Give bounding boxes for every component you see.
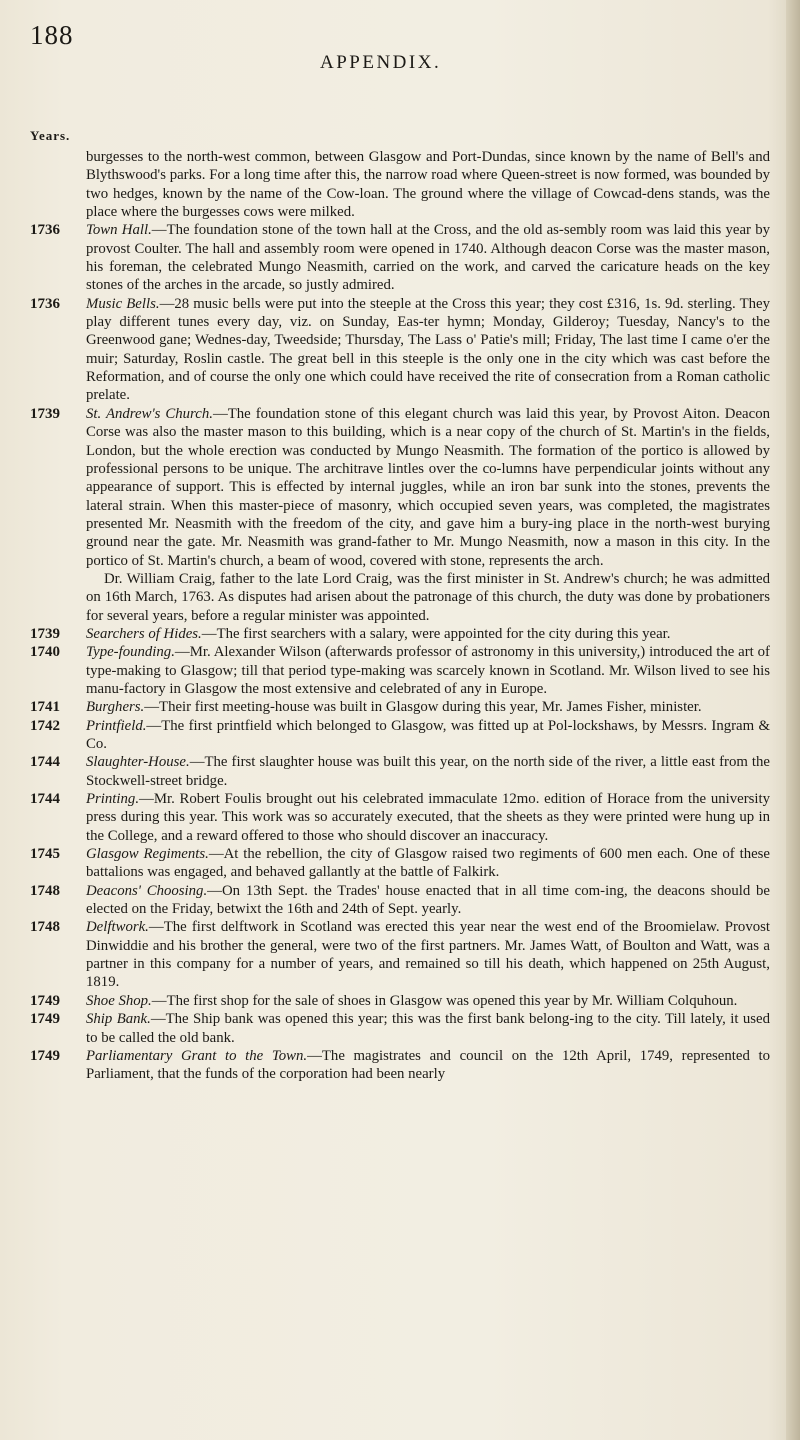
entry-paragraph	[86, 1047, 770, 1084]
entry-paragraph	[86, 882, 770, 919]
entry-paragraph	[86, 790, 770, 845]
entry-paragraph	[86, 221, 770, 294]
chronology-entry	[30, 1010, 770, 1047]
page-number: 188	[30, 20, 74, 50]
entry-text: —28 music bells were put into the steeple at the Cross this year; they cost £316, 1s. 9d. sterling. They play different tunes every day, viz. on Sunday, Eas-ter hymn; Monday, Gilderoy; Tuesday, Nancy's to the Greenwood gane; Wednes-day, Tweedside; Thursday, The Lass o' Patie's mill; Friday, The last time I came o'er the muir; Saturday, Roslin castle. The great bell in this steeple is the only one in the city which was cast before the Reformation, and of course the only one which could have received the rite of consecration from a Roman catholic prelate.	[86, 295, 770, 404]
entry-title: Searchers of Hides.	[86, 625, 202, 642]
entry-text: —The first delftwork in Scotland was erected this year near the west end of the Broomielaw. Provost Dinwiddie and his brother the general, were two of the first partners. Mr. James Watt, of Boulton and Watt, was a partner in this company for a number of years, and remained so till his death, which happened on 25th August, 1819.	[86, 919, 770, 991]
entry-year: 1748	[30, 919, 60, 936]
entry-paragraph	[86, 698, 770, 716]
chronology-entry	[30, 625, 770, 643]
chronology-entry	[30, 717, 770, 754]
entry-text: —The foundation stone of this elegant church was laid this year, by Provost Aiton. Deacon Corse was also the master mason to this building, which is a near copy of the church of St. Martin's in the fields, London, but the whole erection was conducted by Mungo Neasmith. The formation of the portico is allowed by professional persons to be unique. The architrave lintles over the co-lumns have perpendicular joints without any appearance of support. This is effected by internal juggles, while an iron bar sunk into the stones, prevents the lateral strain. When this master-piece of masonry, which occupied seven years, was completed, the magistrates presented Mr. Neasmith with the freedom of the city, and gave him a bury-ing place in the north-west burying ground near the gate. Mr. Neasmith was grand-father to Mr. Mungo Neasmith, now a mason in this city. In the portico of St. Martin's church, a beam of wood, covered with stone, represents the arch.	[86, 405, 770, 569]
entry-text: —Mr. Robert Foulis brought out his celebrated immaculate 12mo. edition of Horace from the university press during this year. This work was so accurately executed, that the sheets as they were printed were hung up in the College, and a reward offered to those who should discover an inaccuracy.	[86, 791, 770, 844]
entry-title: Glasgow Regiments.	[86, 846, 209, 863]
entry-year: 1742	[30, 717, 60, 734]
entry-title: Slaughter-House.	[86, 754, 190, 771]
entry-text: —At the rebellion, the city of Glasgow raised two regiments of 600 men each. One of these battalions was engaged, and behaved gallantly at the battle of Falkirk.	[86, 846, 770, 881]
entry-title: Delftwork.	[86, 919, 149, 936]
entry-title: Printing.	[86, 791, 140, 808]
entry-year: 1740	[30, 644, 60, 661]
entry-year: 1744	[30, 754, 60, 771]
chronology-entry	[30, 295, 770, 405]
entry-title: Burghers.	[86, 699, 145, 716]
chronology-entry	[30, 790, 770, 845]
entry-paragraph	[86, 148, 770, 221]
chronology-entry	[30, 753, 770, 790]
entry-year: 1749	[30, 992, 60, 1009]
entry-text: —The first shop for the sale of shoes in Glasgow was opened this year by Mr. William Colquhoun.	[151, 992, 738, 1009]
entry-year: 1741	[30, 699, 60, 716]
entry-year: 1749	[30, 1011, 60, 1028]
chronology-entry	[30, 882, 770, 919]
entry-paragraph	[86, 295, 770, 405]
entry-paragraph	[86, 1010, 770, 1047]
entry-text: —The foundation stone of the town hall at the Cross, and the old as-sembly room was laid this year by provost Coulter. The hall and assembly room were opened in 1740. Although deacon Corse was the master mason, his foreman, the celebrated Mungo Neasmith, carried on the work, and carved the caricature heads on the key stones of the arches in the arcade, so justly admired.	[86, 222, 770, 294]
entry-year: 1744	[30, 791, 60, 808]
running-head: APPENDIX.	[320, 52, 442, 73]
entry-title: Type-founding.	[86, 644, 175, 661]
entry-title: St. Andrew's Church.	[86, 405, 213, 422]
chronology-entry	[30, 643, 770, 698]
chronology-entry	[30, 148, 770, 221]
years-column-label: Years.	[30, 128, 71, 143]
entry-paragraph	[86, 918, 770, 991]
entry-paragraph	[86, 717, 770, 754]
entry-text: —Their first meeting-house was built in Glasgow during this year, Mr. James Fisher, minister.	[144, 699, 702, 716]
entry-paragraph	[86, 992, 770, 1010]
entry-year: 1736	[30, 222, 60, 239]
entry-year: 1749	[30, 1047, 60, 1064]
entry-text: —The Ship bank was opened this year; this was the first bank belong-ing to the city. Till lately, it used to be called the old bank.	[86, 1011, 770, 1046]
entry-title: Ship Bank.	[86, 1011, 151, 1028]
entry-year: 1745	[30, 846, 60, 863]
entry-title: Shoe Shop.	[86, 992, 152, 1009]
entry-paragraph	[86, 753, 770, 790]
entry-text: —The first printfield which belonged to Glasgow, was fitted up at Pol-lockshaws, by Messrs. Ingram & Co.	[86, 717, 770, 752]
entry-text: burgesses to the north-west common, between Glasgow and Port-Dundas, since known by the name of Bell's and Blythswood's parks. For a long time after this, the narrow road where Queen-street is now formed, was bounded by two hedges, known by the name of the Cow-loan. The ground where the village of Cowcad-dens stands, was the place where the burgesses cows were milked.	[86, 149, 770, 221]
chronology-entry	[30, 918, 770, 991]
entry-title: Music Bells.	[86, 295, 160, 312]
entry-paragraph	[86, 405, 770, 570]
entry-year: 1739	[30, 405, 60, 422]
entry-paragraph	[86, 570, 770, 625]
entry-text: —The magistrates and council on the 12th April, 1749, represented to Parliament, that the funds of the corporation had been nearly	[86, 1047, 771, 1083]
chronology-entries	[30, 148, 770, 1084]
entry-text: —The first searchers with a salary, were appointed for the city during this year.	[201, 625, 671, 642]
entry-paragraph	[86, 643, 770, 698]
entry-title: Deacons' Choosing.	[86, 882, 208, 899]
entry-year: 1736	[30, 295, 60, 312]
chronology-entry	[30, 221, 770, 294]
entry-year: 1739	[30, 625, 60, 642]
entry-text: —On 13th Sept. the Trades' house enacted that in all time com-ing, the deacons should be elected on the Friday, betwixt the 16th and 24th of Sept. yearly.	[86, 882, 770, 918]
entry-title: Printfield.	[86, 717, 147, 734]
entry-year: 1748	[30, 882, 60, 899]
page-edge	[786, 0, 800, 1440]
chronology-entry	[30, 992, 770, 1010]
entry-text: —The first slaughter house was built this year, on the north side of the river, a little east from the Stockwell-street bridge.	[86, 754, 770, 789]
chronology-entry	[30, 698, 770, 716]
entry-paragraph	[86, 845, 770, 882]
chronology-entry	[30, 1047, 770, 1084]
entry-text: Dr. William Craig, father to the late Lord Craig, was the first minister in St. Andrew's church; he was admitted on 16th March, 1763. As disputes had arisen about the patronage of this church, the duty was done by probationers for several years, before a regular minister was appointed.	[86, 570, 770, 624]
chronology-entry	[30, 405, 770, 625]
entry-title: Town Hall.	[86, 222, 152, 239]
entry-paragraph	[86, 625, 770, 643]
chronology-entry	[30, 845, 770, 882]
entry-text: —Mr. Alexander Wilson (afterwards professor of astronomy in this university,) introduced the art of type-making to Glasgow; till that period type-making was scarcely known in Scotland. Mr. Wilson lived to see his manu-factory in Glasgow the most extensive and celebrated of any in Europe.	[86, 644, 770, 697]
entry-title: Parliamentary Grant to the Town.	[86, 1047, 308, 1064]
